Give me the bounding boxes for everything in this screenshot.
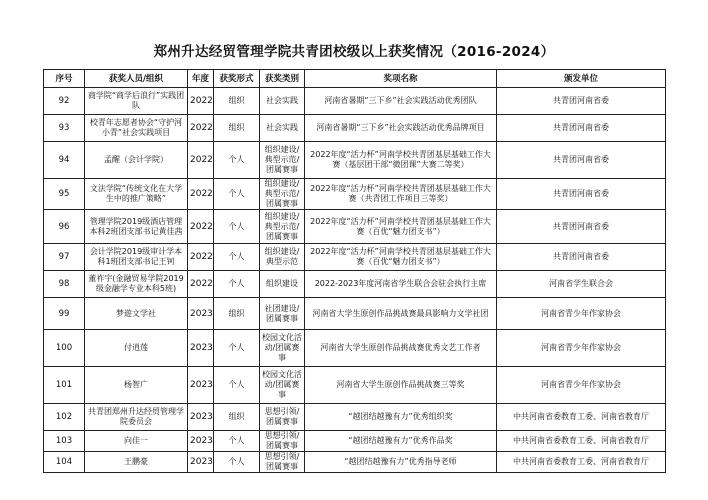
cell-year: 2023: [188, 404, 214, 431]
table-row: [44, 298, 666, 330]
cell-category: 组织建设/典型示范/团属赛事: [260, 179, 305, 210]
cell-issuer: 共青团河南省委: [497, 244, 666, 271]
cell-year: 2022: [188, 271, 214, 298]
cell-award: 河南省大学生原创作品挑战赛三等奖: [305, 367, 497, 404]
cell-issuer: 共青团河南省委: [497, 210, 666, 244]
cell-award: “越团结越豫有力”优秀作品奖: [305, 431, 497, 452]
cell-name: 校青年志愿者协会“守护河小青”社会实践项目: [85, 115, 188, 142]
cell-name: 孟醒（会计学院）: [85, 142, 188, 179]
cell-year: 2022: [188, 115, 214, 142]
header-award: 奖项名称: [305, 70, 497, 88]
cell-no: 100: [44, 330, 85, 367]
cell-year: 2022: [188, 179, 214, 210]
cell-name: 杨智广: [85, 367, 188, 404]
cell-category: 组织建设/典型示范: [260, 244, 305, 271]
cell-no: 103: [44, 431, 85, 452]
cell-form: 个人: [214, 367, 260, 404]
table-row: [44, 404, 666, 431]
cell-issuer: 河南省青少年作家协会: [497, 330, 666, 367]
cell-name: 会计学院2019级审计学本科1班团支部书记王钶: [85, 244, 188, 271]
cell-category: 社团建设/团属赛事: [260, 298, 305, 330]
cell-issuer: 河南省学生联合会: [497, 271, 666, 298]
cell-form: 个人: [214, 271, 260, 298]
cell-name: 商学院“商学后浪行”实践团队: [85, 88, 188, 115]
header-year: 年度: [188, 70, 214, 88]
cell-year: 2023: [188, 298, 214, 330]
cell-year: 2022: [188, 244, 214, 271]
cell-form: 个人: [214, 244, 260, 271]
cell-issuer: 河南省青少年作家协会: [497, 367, 666, 404]
table-row: [44, 115, 666, 142]
cell-year: 2023: [188, 431, 214, 452]
cell-category: 思想引领/团属赛事: [260, 452, 305, 473]
cell-award: 2022年度“活力杯”河南学校共青团基层基础工作大赛（百优“魅力团支书”）: [305, 244, 497, 271]
cell-issuer: 共青团河南省委: [497, 179, 666, 210]
cell-no: 99: [44, 298, 85, 330]
cell-category: 组织建设/典型示范/团属赛事: [260, 210, 305, 244]
cell-no: 95: [44, 179, 85, 210]
cell-name: 文法学院“传统文化在大学生中的推广策略”: [85, 179, 188, 210]
cell-name: 梦遊文学社: [85, 298, 188, 330]
header-name: 获奖人员/组织: [85, 70, 188, 88]
awards-table: [43, 69, 666, 473]
cell-form: 组织: [214, 115, 260, 142]
cell-issuer: 共青团河南省委: [497, 142, 666, 179]
cell-form: 个人: [214, 210, 260, 244]
cell-category: 思想引领/团属赛事: [260, 404, 305, 431]
cell-category: 社会实践: [260, 115, 305, 142]
cell-award: 河南省暑期“三下乡”社会实践活动优秀品牌项目: [305, 115, 497, 142]
cell-award: 河南省大学生原创作品挑战赛最具影响力文学社团: [305, 298, 497, 330]
header-category: 获奖类别: [260, 70, 305, 88]
cell-year: 2022: [188, 210, 214, 244]
cell-no: 97: [44, 244, 85, 271]
table-header-row: [44, 70, 666, 88]
cell-award: 2022-2023年度河南省学生联合会驻会执行主席: [305, 271, 497, 298]
cell-name: 付逍莲: [85, 330, 188, 367]
cell-issuer: 中共河南省委教育工委、河南省教育厅: [497, 452, 666, 473]
cell-form: 组织: [214, 88, 260, 115]
cell-year: 2023: [188, 367, 214, 404]
cell-category: 校园文化活动/团属赛事: [260, 330, 305, 367]
table-row: [44, 210, 666, 244]
header-no: 序号: [44, 70, 85, 88]
document-title: 郑州升达经贸管理学院共青团校级以上获奖情况（2016-2024）: [153, 44, 555, 60]
cell-no: 101: [44, 367, 85, 404]
cell-name: 管理学院2019级酒店管理本科2班团支部书记黄佳茜: [85, 210, 188, 244]
cell-year: 2022: [188, 142, 214, 179]
cell-award: 2022年度“活力杯”河南学校共青团基层基础工作大赛（共青团工作项目三等奖）: [305, 179, 497, 210]
cell-form: 个人: [214, 330, 260, 367]
cell-form: 个人: [214, 452, 260, 473]
cell-award: “越团结越豫有力”优秀组织奖: [305, 404, 497, 431]
cell-no: 104: [44, 452, 85, 473]
cell-form: 个人: [214, 431, 260, 452]
table-row: [44, 431, 666, 452]
table-row: [44, 244, 666, 271]
cell-issuer: 中共河南省委教育工委、河南省教育厅: [497, 431, 666, 452]
header-form: 获奖形式: [214, 70, 260, 88]
cell-name: 共青团郑州升达经贸管理学院委员会: [85, 404, 188, 431]
cell-no: 102: [44, 404, 85, 431]
cell-category: 组织建设/典型示范/团属赛事: [260, 142, 305, 179]
cell-no: 92: [44, 88, 85, 115]
cell-award: 河南省暑期“三下乡”社会实践活动优秀团队: [305, 88, 497, 115]
cell-year: 2023: [188, 452, 214, 473]
cell-no: 94: [44, 142, 85, 179]
cell-form: 个人: [214, 179, 260, 210]
cell-name: 王鹏豪: [85, 452, 188, 473]
cell-no: 96: [44, 210, 85, 244]
header-issuer: 颁发单位: [497, 70, 666, 88]
table-row: [44, 179, 666, 210]
cell-category: 组织建设: [260, 271, 305, 298]
cell-form: 组织: [214, 404, 260, 431]
table-row: [44, 88, 666, 115]
table-row: [44, 330, 666, 367]
cell-no: 93: [44, 115, 85, 142]
cell-year: 2022: [188, 88, 214, 115]
cell-issuer: 共青团河南省委: [497, 88, 666, 115]
cell-category: 社会实践: [260, 88, 305, 115]
table-row: [44, 367, 666, 404]
cell-no: 98: [44, 271, 85, 298]
cell-name: 向佳一: [85, 431, 188, 452]
cell-award: “越团结越豫有力”优秀指导老师: [305, 452, 497, 473]
cell-category: 校园文化活动/团属赛事: [260, 367, 305, 404]
table-row: [44, 271, 666, 298]
cell-year: 2023: [188, 330, 214, 367]
table-row: [44, 142, 666, 179]
cell-name: 董祚宇(金融贸易学院2019级金融学专业本科5班): [85, 271, 188, 298]
cell-issuer: 中共河南省委教育工委、河南省教育厅: [497, 404, 666, 431]
cell-award: 河南省大学生原创作品挑战赛优秀文艺工作者: [305, 330, 497, 367]
cell-form: 个人: [214, 142, 260, 179]
cell-award: 2022年度“活力杯”河南学校共青团基层基础工作大赛（基层团干部“微团课”大赛二等奖）: [305, 142, 497, 179]
table-row: [44, 452, 666, 473]
cell-issuer: 共青团河南省委: [497, 115, 666, 142]
cell-award: 2022年度“活力杯”河南学校共青团基层基础工作大赛（百优“魅力团支书”）: [305, 210, 497, 244]
cell-category: 思想引领/团属赛事: [260, 431, 305, 452]
cell-form: 组织: [214, 298, 260, 330]
cell-issuer: 河南省青少年作家协会: [497, 298, 666, 330]
